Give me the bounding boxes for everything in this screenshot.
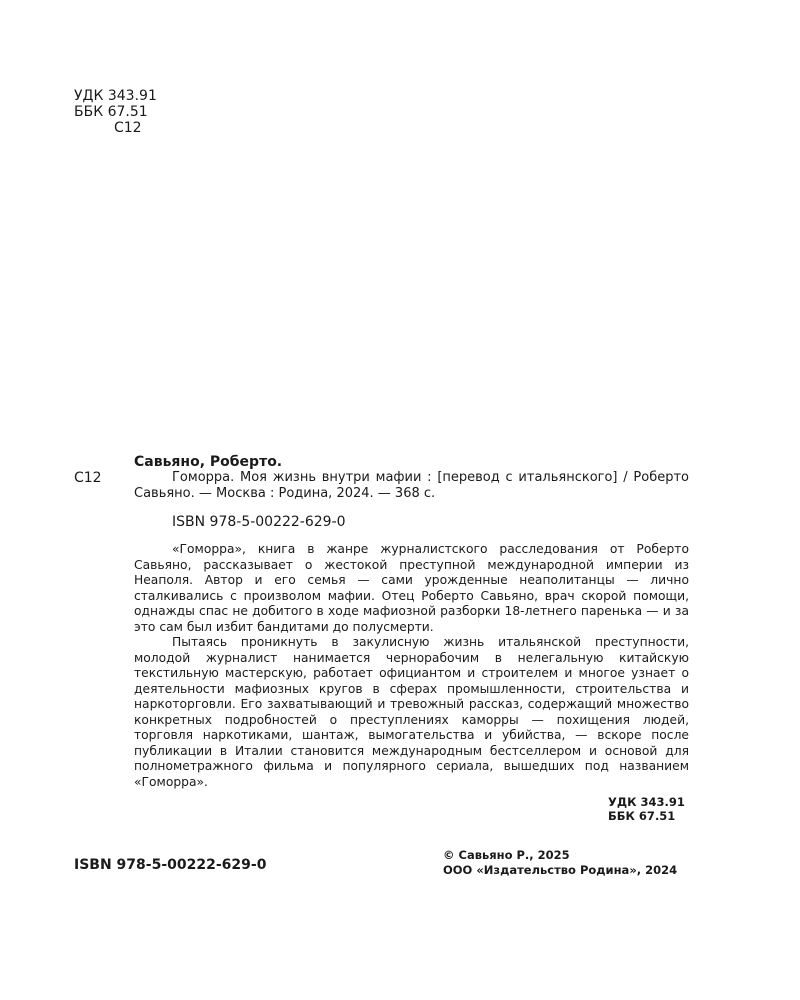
annotation [134,542,689,790]
copyright-block [443,848,677,878]
bbk-code: ББК 67.51 [74,104,148,120]
copyright-publisher: ООО «Издательство Родина», 2024 [443,863,678,877]
top-classification-codes [74,88,157,136]
record-isbn: ISBN 978-5-00222-629-0 [172,514,346,530]
isbn-bottom: ISBN 978-5-00222-629-0 [74,857,267,873]
udk-code: УДК 343.91 [74,88,157,104]
annotation-paragraph-2: Пытаясь проникнуть в закулисную жизнь итальянской преступности, молодой журналист нанимается чернорабочим в нелегальную китайскую текстильную мастерскую, работает официантом и строителем и многое узнает о деятельности мафиозных кругов в сферах промышленности, строительства и наркоторговли. Его захватывающий и тревожный рассказ, содержащий множество конкретных подробностей о преступлениях каморры — похищения людей, торговля наркотиками, шантаж, вымогательства и убийства, — вскоре после публикации в Италии становится международным бестселлером и основой для полнометражного фильма и популярного сериала, вышедших под названием «Гоморра». [134,635,689,789]
copyright-author: © Савьяно Р., 2025 [443,848,570,862]
author-sign: С12 [114,120,142,136]
right-classification-codes [608,795,685,823]
catalog-record [134,454,689,790]
bbk-code-right: ББК 67.51 [608,809,676,823]
side-author-sign: С12 [74,470,102,486]
bibliographic-description: Гоморра. Моя жизнь внутри мафии : [перевод с итальянского] / Роберто Савьяно. — Москва : Родина, 2024. — 368 с. [134,470,689,501]
annotation-paragraph-1: «Гоморра», книга в жанре журналистского расследования от Роберто Савьяно, рассказывает о жестокой преступной международной империи из Неаполя. Автор и его семья — сами урожденные неаполитанцы — лично сталкивались с произволом мафии. Отец Роберто Савьяно, врач скорой помощи, однажды спас не добитого в ходе мафиозной разборки 18-летнего паренька — и за это сам был избит бандитами до полусмерти. [134,542,689,634]
udk-code-right: УДК 343.91 [608,795,685,809]
record-author: Савьяно, Роберто. [134,454,283,470]
